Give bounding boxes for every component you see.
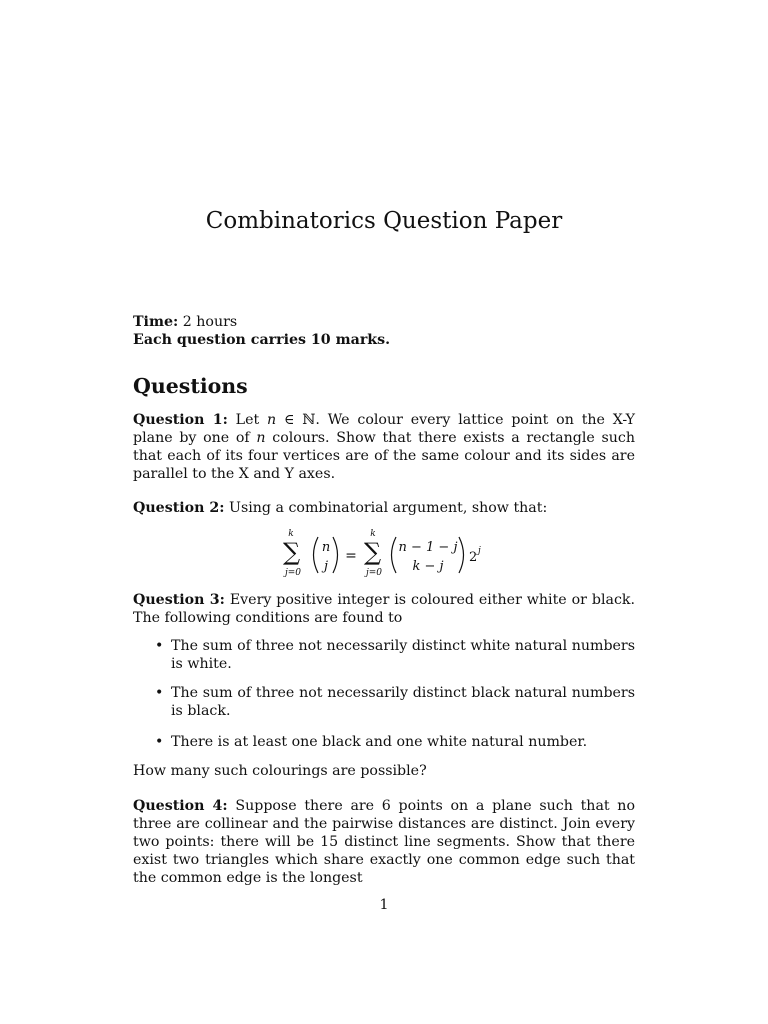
question-1 bbox=[133, 411, 635, 483]
question-1-var-n: n bbox=[267, 412, 277, 428]
time-line bbox=[133, 313, 390, 331]
equals-sign: = bbox=[345, 548, 357, 564]
page-title: Combinatorics Question Paper bbox=[205, 208, 563, 234]
rhs-binom-bottom: k − j bbox=[412, 559, 444, 574]
time-value: 2 hours bbox=[182, 314, 238, 330]
condition-text: There is at least one black and one white natural number. bbox=[171, 734, 588, 750]
marks-note: Each question carries 10 marks. bbox=[133, 332, 391, 348]
factor-base: 2 bbox=[469, 550, 478, 565]
question-3-closing: How many such colourings are possible? bbox=[133, 763, 427, 779]
question-3 bbox=[133, 591, 635, 627]
question-2-label: Question 2: bbox=[133, 500, 225, 516]
lhs-sum-lower: j=0 bbox=[284, 568, 302, 578]
bullet-icon: • bbox=[155, 685, 164, 701]
question-3-label: Question 3: bbox=[133, 592, 225, 608]
question-3-text: Every positive integer is coloured either white or black. The following conditions are found to bbox=[133, 592, 635, 626]
condition-text: The sum of three not necessarily distinct white natural numbers is white. bbox=[171, 638, 635, 672]
question-1-var-n-2: n bbox=[256, 430, 266, 446]
time-label: Time: bbox=[133, 314, 179, 330]
question-1-text-b: ∈ ℕ. We colour every lattice point on the X-Y plane by one of bbox=[133, 412, 635, 446]
lhs-binom-bottom: j bbox=[323, 559, 329, 574]
rhs-sum-upper: k bbox=[370, 529, 376, 539]
question-4-text: Suppose there are 6 points on a plane such that no three are collinear and the pairwise distances are distinct. Join every two points: there will be 15 distinct line segments. Show that there exist two triangles which share exactly one common edge such that the common edge is the longest bbox=[133, 798, 635, 886]
question-1-text-c: colours. Show that there exists a rectangle such that each of its four vertices are of the same colour and its sides are parallel to the X and Y axes. bbox=[133, 430, 636, 482]
rhs-sigma: ∑ bbox=[364, 538, 382, 566]
condition-text: The sum of three not necessarily distinct black natural numbers is black. bbox=[171, 685, 635, 719]
lhs-sigma: ∑ bbox=[283, 538, 301, 566]
section-heading: Questions bbox=[133, 374, 248, 398]
lhs-paren-left bbox=[314, 537, 319, 573]
marks-line bbox=[133, 331, 390, 349]
question-4 bbox=[133, 797, 635, 887]
question-1-text-a: Let bbox=[235, 412, 268, 428]
rhs-sum-lower: j=0 bbox=[365, 568, 383, 578]
question-1-label: Question 1: bbox=[133, 412, 228, 428]
lhs-binom-top: n bbox=[321, 540, 331, 555]
page-number: 1 bbox=[379, 897, 389, 913]
rhs-paren-left bbox=[392, 537, 397, 573]
binomial-identity-equation bbox=[275, 525, 505, 585]
lhs-sum-upper: k bbox=[288, 529, 294, 539]
question-2 bbox=[133, 499, 635, 517]
lhs-paren-right bbox=[333, 537, 338, 573]
exam-meta bbox=[133, 313, 390, 349]
rhs-binom-top: n − 1 − j bbox=[398, 540, 458, 555]
question-4-label: Question 4: bbox=[133, 798, 228, 814]
factor-exponent: j bbox=[478, 546, 481, 556]
rhs-paren-right bbox=[459, 537, 464, 573]
question-2-text: Using a combinatorial argument, show that: bbox=[228, 500, 548, 516]
bullet-icon: • bbox=[155, 638, 164, 654]
bullet-icon: • bbox=[155, 734, 164, 750]
